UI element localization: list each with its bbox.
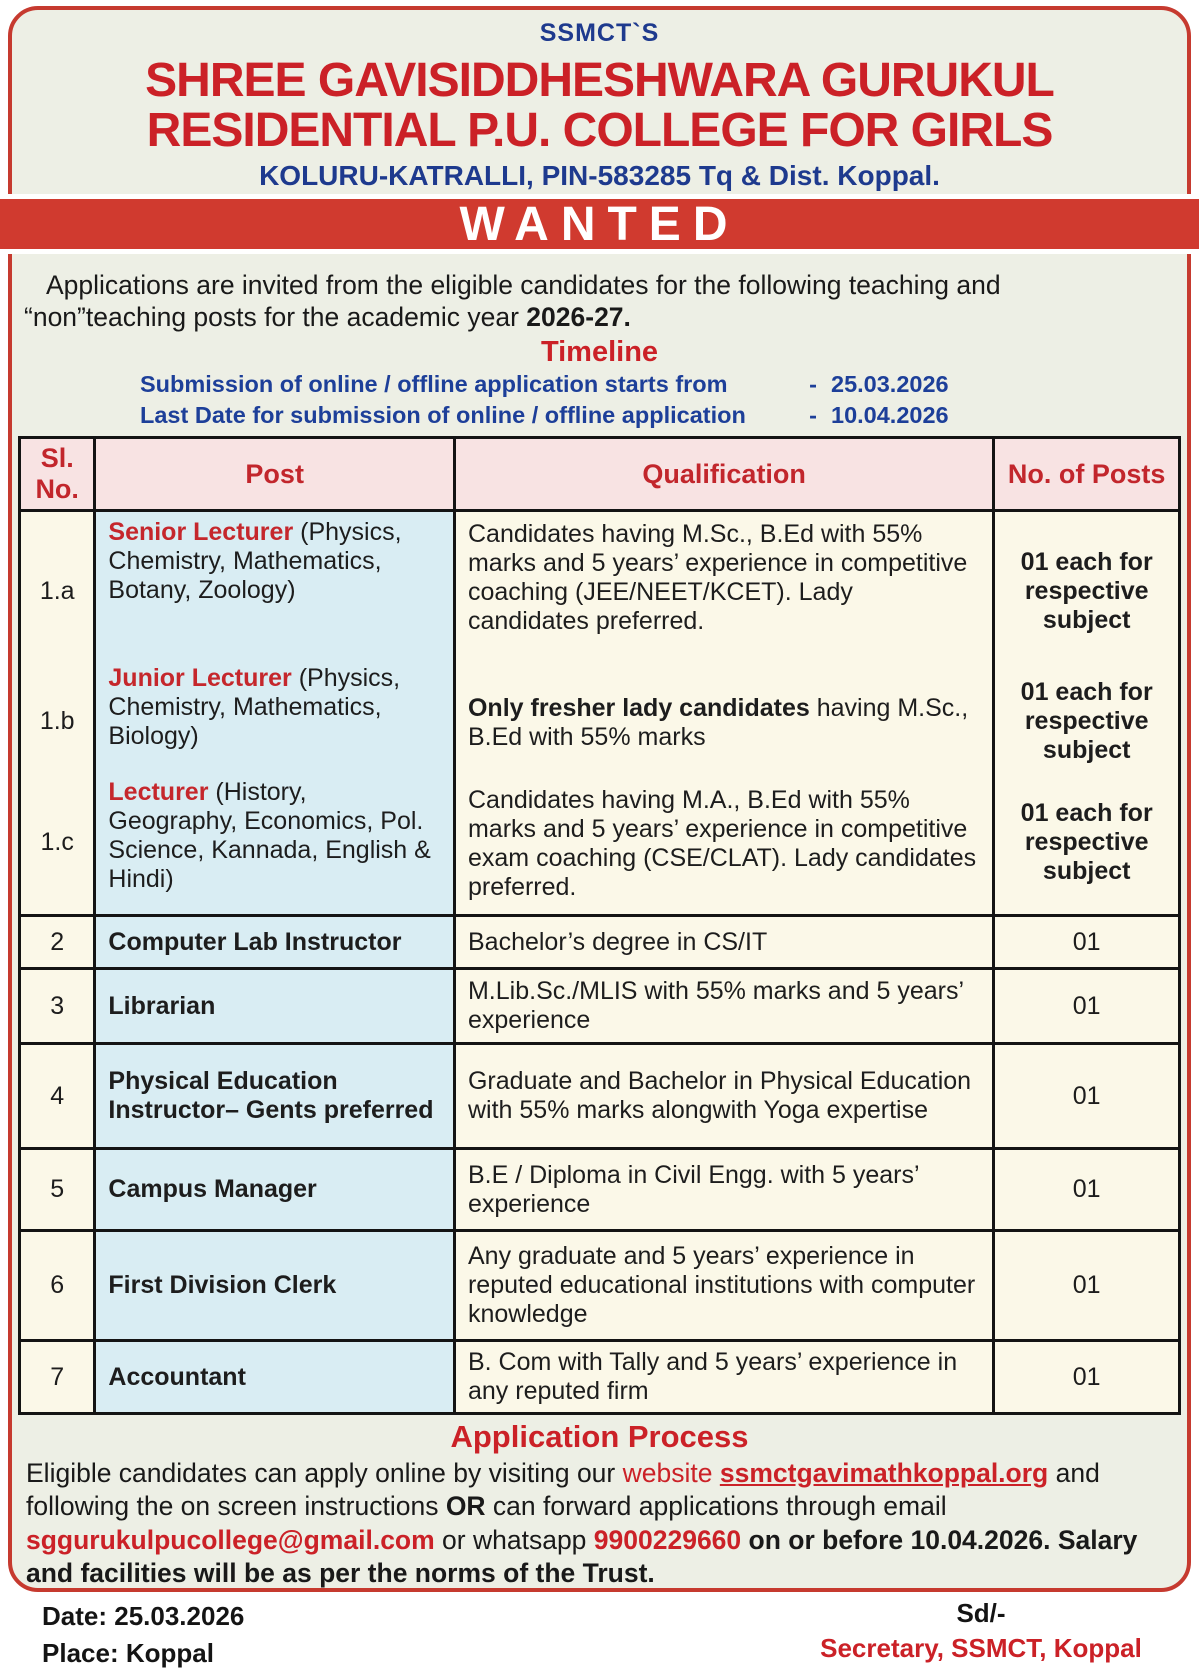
table-header-row — [20, 438, 1180, 511]
post-cell-group — [95, 511, 455, 916]
application-process-paragraph — [12, 1457, 1187, 1591]
timeline-heading: Timeline — [540, 335, 659, 368]
qualification-cell: Graduate and Bachelor in Physical Education with 55% marks alongwith Yoga expertise — [454, 1044, 993, 1149]
qualification-junior-lecturer — [468, 666, 980, 780]
footer-left — [42, 1598, 244, 1671]
posts-lecturer: 01 each for respective subject — [1020, 798, 1153, 885]
table-row-librarian — [20, 969, 1180, 1044]
footer — [12, 1596, 1187, 1671]
qualification-cell: B.E / Diploma in Civil Engg. with 5 years’ experience — [454, 1149, 993, 1231]
table-row-computer-lab-instructor — [20, 916, 1180, 969]
table-row-first-division-clerk — [20, 1231, 1180, 1341]
timeline-last-date: 10.04.2026 — [831, 401, 949, 428]
college-title-line2: RESIDENTIAL P.U. COLLEGE FOR GIRLS — [146, 103, 1053, 157]
table-row-lecturers-group — [20, 511, 1180, 916]
wanted-banner-text: WANTED — [459, 197, 740, 251]
post-title-junior-lecturer: Junior Lecturer — [108, 664, 292, 693]
timeline-last-label: Last Date for submission of online / offline application — [140, 401, 746, 428]
qualification-cell-group — [454, 511, 993, 916]
footer-date: Date: 25.03.2026 — [42, 1601, 245, 1632]
post-cell: Computer Lab Instructor — [95, 916, 455, 969]
sl-cell: 2 — [20, 916, 95, 969]
signature-secretary: Secretary, SSMCT, Koppal — [820, 1633, 1142, 1664]
intro-line1: Applications are invited from the eligible candidates for the following teaching and — [46, 270, 1001, 301]
header-sl-no: Sl. No. — [20, 438, 95, 511]
post-cell: Physical Education Instructor– Gents preferred — [95, 1044, 455, 1149]
post-senior-lecturer — [108, 518, 441, 664]
app-run-website-word: website — [622, 1457, 720, 1488]
posts-junior-lecturer: 01 each for respective subject — [1020, 677, 1153, 764]
sl-cell: 7 — [20, 1341, 95, 1414]
app-run-4: or whatsapp — [434, 1524, 594, 1555]
qualification-senior-lecturer: Candidates having M.Sc., B.Ed with 55% marks and 5 years’ experience in competitive coaching (JEE/NEET/KCET). Lady candidates preferred. — [467, 520, 968, 636]
qualification-lecturer: Candidates having M.A., B.Ed with 55% marks and 5 years’ experience in competitive exam coaching (CSE/CLAT). Lady candidates preferred. — [467, 786, 977, 902]
intro-line2-text: “non”teaching posts for the academic year — [24, 301, 527, 332]
timeline-row-lastdate — [140, 400, 1187, 431]
post-cell: First Division Clerk — [95, 1231, 455, 1341]
posts-cell: 01 — [994, 1341, 1180, 1414]
timeline-row-start — [140, 369, 1187, 400]
college-title-line1: SHREE GAVISIDDHESHWARA GURUKUL — [145, 53, 1054, 107]
app-run-2: and following the on screen instructions — [26, 1457, 1100, 1522]
posts-cell: 01 — [994, 1044, 1180, 1149]
app-run-1: Eligible candidates can apply online by visiting our — [26, 1457, 623, 1488]
header-post: Post — [95, 438, 455, 511]
app-run-5: on or before 10.04.2026. Salary and facilities will be as per the norms of the Trust. — [26, 1524, 1138, 1588]
post-detail-junior-lecturer: (Physics, Chemistry, Mathematics, Biology) — [108, 664, 401, 751]
qualification-junior-rest: having M.Sc., B.Ed with 55% marks — [467, 694, 969, 752]
timeline-last-dash: - — [809, 401, 817, 428]
post-title-senior-lecturer: Senior Lecturer — [108, 518, 294, 547]
intro-paragraph — [12, 270, 1187, 334]
qualification-cell: M.Lib.Sc./MLIS with 55% marks and 5 years’ experience — [454, 969, 993, 1044]
footer-place: Place: Koppal — [42, 1637, 214, 1668]
post-cell: Campus Manager — [95, 1149, 455, 1231]
signature-sd: Sd/- — [956, 1598, 1006, 1629]
post-junior-lecturer — [108, 664, 441, 778]
table-row-accountant — [20, 1341, 1180, 1414]
post-lecturer — [108, 778, 441, 906]
posts-cell-group — [994, 511, 1180, 916]
table-row-campus-manager — [20, 1149, 1180, 1231]
sl-1a: 1.a — [39, 576, 75, 605]
email-address: sggurukulpucollege@gmail.com — [26, 1524, 435, 1555]
post-cell: Librarian — [95, 969, 455, 1044]
qualification-junior-bold: Only fresher lady candidates — [467, 694, 810, 723]
trust-name: SSMCT`S — [539, 19, 660, 47]
sl-1b: 1.b — [39, 706, 75, 735]
application-process-heading: Application Process — [450, 1419, 749, 1455]
whatsapp-number: 9900229660 — [593, 1524, 742, 1555]
sl-cell: 3 — [20, 969, 95, 1044]
wanted-banner — [0, 194, 1199, 254]
intro-line2 — [12, 302, 1187, 334]
sl-1c: 1.c — [40, 827, 74, 856]
app-run-or: OR — [445, 1491, 486, 1522]
posts-cell: 01 — [994, 1231, 1180, 1341]
post-detail-senior-lecturer: (Physics, Chemistry, Mathematics, Botany, Zoology) — [108, 518, 402, 605]
posts-cell: 01 — [994, 916, 1180, 969]
timeline-start-date: 25.03.2026 — [831, 371, 949, 398]
posts-senior-lecturer: 01 each for respective subject — [1020, 547, 1153, 634]
header-no-of-posts: No. of Posts — [994, 438, 1180, 511]
vacancies-table — [18, 436, 1181, 1415]
post-cell: Accountant — [95, 1341, 455, 1414]
sl-cell: 6 — [20, 1231, 95, 1341]
college-address: KOLURU-KATRALLI, PIN-583285 Tq & Dist. Koppal. — [259, 160, 940, 192]
footer-right — [811, 1598, 1151, 1671]
qualification-cell: B. Com with Tally and 5 years’ experience in any reputed firm — [454, 1341, 993, 1414]
posts-cell: 01 — [994, 1149, 1180, 1231]
website-link[interactable]: ssmctgavimathkoppal.org — [719, 1457, 1049, 1488]
sl-cell-group — [20, 511, 95, 916]
post-title-lecturer: Lecturer — [108, 778, 209, 807]
post-detail-lecturer: (History, Geography, Economics, Pol. Science, Kannada, English & Hindi) — [108, 778, 431, 894]
academic-year: 2026-27. — [526, 301, 631, 332]
timeline-start-label: Submission of online / offline application starts from — [140, 371, 728, 398]
posts-cell: 01 — [994, 969, 1180, 1044]
header-qualification: Qualification — [454, 438, 993, 511]
sl-cell: 5 — [20, 1149, 95, 1231]
app-run-3: can forward applications through email — [485, 1491, 947, 1522]
sl-cell: 4 — [20, 1044, 95, 1149]
timeline-start-dash: - — [809, 371, 817, 398]
table-row-physical-education — [20, 1044, 1180, 1149]
qualification-cell: Any graduate and 5 years’ experience in reputed educational institutions with computer knowledge — [454, 1231, 993, 1341]
qualification-cell: Bachelor’s degree in CS/IT — [454, 916, 993, 969]
